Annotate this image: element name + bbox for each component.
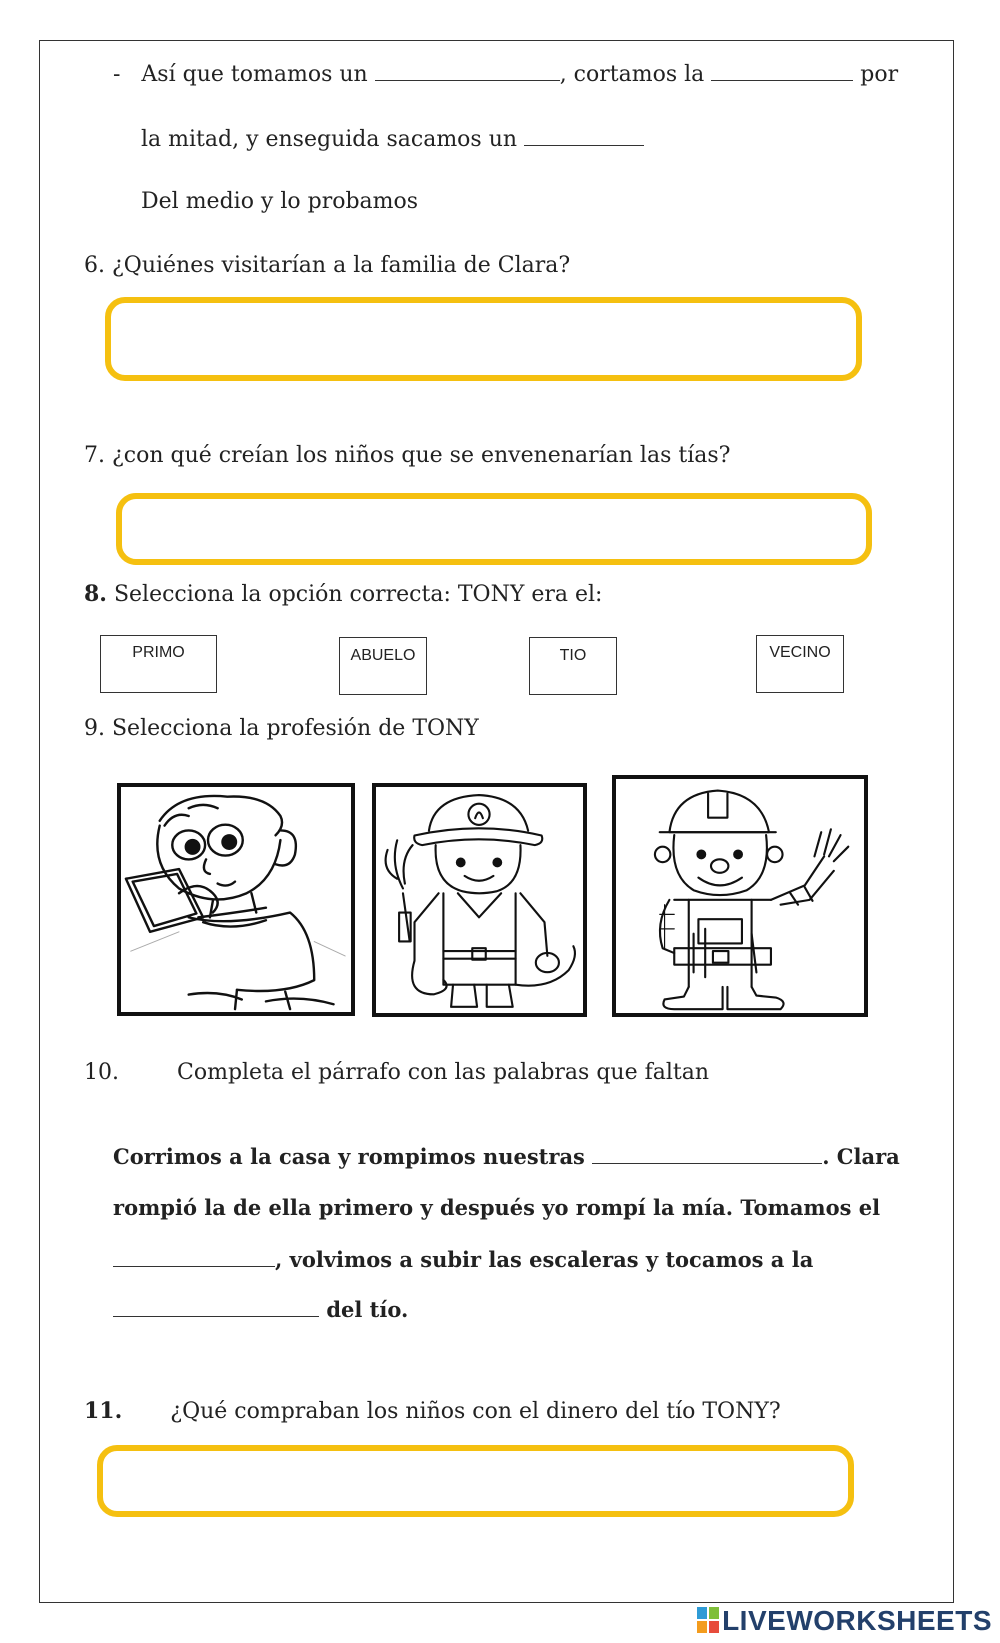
image-boy-with-tablet[interactable] — [117, 783, 355, 1016]
question-7: 7. ¿con qué creían los niños que se envenenarían las tías? — [84, 443, 731, 468]
question-8-text: Selecciona la opción correcta: TONY era el: — [113, 582, 603, 607]
answer-box-11[interactable] — [97, 1445, 854, 1517]
image-construction-worker[interactable] — [612, 775, 868, 1017]
construction-worker-icon — [616, 779, 864, 1013]
q5-line-3: Del medio y lo probamos — [141, 189, 419, 214]
q5-line-1 — [113, 60, 898, 87]
question-11-number: 11. — [84, 1398, 123, 1424]
paragraph-line-4 — [113, 1296, 408, 1322]
blank-4[interactable] — [592, 1143, 822, 1164]
question-11 — [84, 1398, 781, 1424]
option-tio[interactable]: TIO — [529, 637, 617, 695]
q5-text-c: por — [860, 62, 899, 87]
answer-box-6[interactable] — [105, 297, 862, 381]
paragraph-text-3: , volvimos a subir las escaleras y tocamos a la — [275, 1247, 814, 1272]
question-10 — [84, 1060, 709, 1085]
paragraph-text-1b: . Clara — [822, 1144, 900, 1169]
bullet: - — [113, 62, 121, 87]
option-primo[interactable]: PRIMO — [100, 635, 217, 693]
question-8-number: 8. — [84, 581, 107, 607]
blank-1[interactable] — [375, 60, 560, 81]
question-8 — [84, 581, 602, 607]
option-vecino[interactable]: VECINO — [756, 635, 844, 693]
liveworksheets-logo-icon — [697, 1607, 719, 1633]
image-firefighter[interactable] — [372, 783, 587, 1017]
brand-text: LIVEWORKSHEETS — [722, 1605, 992, 1636]
paragraph-text-4: del tío. — [326, 1297, 409, 1322]
blank-3[interactable] — [524, 125, 644, 146]
question-10-number: 10. — [84, 1060, 119, 1085]
question-6: 6. ¿Quiénes visitarían a la familia de Clara? — [84, 253, 571, 278]
answer-box-7[interactable] — [116, 493, 872, 565]
boy-with-tablet-icon — [121, 787, 351, 1012]
blank-6[interactable] — [113, 1296, 319, 1317]
option-abuelo[interactable]: ABUELO — [339, 637, 427, 695]
q5-text-a: Así que tomamos un — [141, 62, 368, 87]
paragraph-line-1 — [113, 1143, 900, 1169]
question-10-text: Completa el párrafo con las palabras que faltan — [177, 1060, 710, 1085]
blank-2[interactable] — [711, 60, 853, 81]
q5-text-b: , cortamos la — [559, 62, 705, 87]
paragraph-line-3 — [113, 1246, 813, 1272]
liveworksheets-brand — [697, 1605, 992, 1637]
firefighter-icon — [376, 787, 583, 1013]
question-9: 9. Selecciona la profesión de TONY — [84, 716, 479, 741]
q5-text-d: la mitad, y enseguida sacamos un — [141, 127, 518, 152]
q5-line-2 — [141, 125, 644, 152]
paragraph-line-2: rompió la de ella primero y después yo rompí la mía. Tomamos el — [113, 1195, 881, 1220]
blank-5[interactable] — [113, 1246, 275, 1267]
paragraph-text-1a: Corrimos a la casa y rompimos nuestras — [113, 1144, 585, 1169]
question-11-text: ¿Qué compraban los niños con el dinero del tío TONY? — [170, 1399, 781, 1424]
